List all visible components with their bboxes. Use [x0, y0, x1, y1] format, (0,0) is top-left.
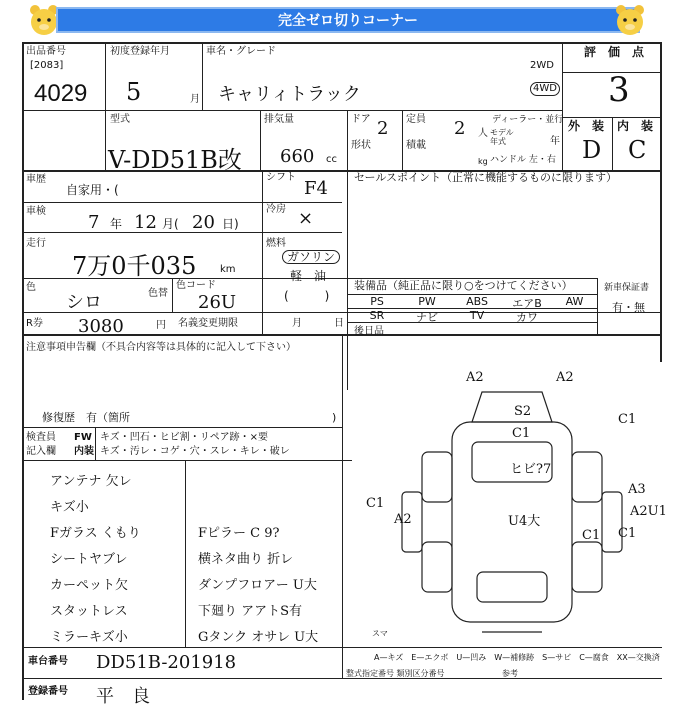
equip-airbag: エアB — [512, 297, 542, 310]
diag-mark-3: S2 — [514, 404, 532, 419]
fuel-diesel: 軽 油 — [290, 269, 327, 283]
inspection-day: 20 — [192, 212, 215, 233]
equip-pw: PW — [418, 295, 436, 308]
remarks-label: 注意事項申告欄（不具合内容等は具体的に記入して下さい） — [26, 342, 296, 353]
diag-mark-5: C1 — [618, 412, 637, 427]
mileage-label: 走行 — [26, 238, 46, 249]
diag-mark-7: ヒビ?7 — [510, 462, 552, 477]
repair-history: 修復歴 有（箇所 — [42, 411, 130, 424]
body-type-value: 自家用・( — [66, 183, 119, 197]
dealer-label: ディーラー・並行 — [492, 115, 564, 125]
colorcode-label: 色コード — [176, 280, 216, 291]
registration-year: 5 — [126, 78, 142, 106]
interior-grade: C — [628, 136, 647, 164]
colorcode-value: 26U — [198, 292, 237, 313]
chassis-label: 車台番号 — [28, 656, 68, 667]
notes-label: 記入欄 — [26, 446, 56, 457]
inspector-fw: FW — [74, 432, 92, 443]
capacity-value: 2 — [454, 118, 466, 139]
repair-close: ) — [332, 411, 337, 424]
new-car-warranty-value: 有・無 — [612, 301, 645, 314]
inspection-year-unit: 年 — [110, 217, 123, 231]
fuel-gas: ガソリン — [282, 250, 340, 264]
capacity-label: 定員 — [406, 114, 426, 125]
banner-title: 完全ゼロ切りコーナー — [56, 7, 640, 33]
registration-label: 初度登録年月 — [110, 46, 170, 57]
note-right-3: ダンプフロアー U大 — [198, 578, 317, 593]
inspection-month-unit: 月( — [162, 217, 179, 231]
shift-value: F4 — [304, 178, 328, 199]
note-left-2: キズ小 — [50, 500, 89, 515]
displacement-unit: cc — [326, 154, 337, 165]
displacement-value: 660 — [280, 146, 315, 167]
mascot-bear-icon — [612, 2, 648, 38]
grade-score: 3 — [608, 70, 630, 110]
load-label: 積載 — [406, 140, 426, 151]
interior-label: 内 装 — [617, 119, 654, 133]
note-left-4: シートヤブレ — [50, 552, 128, 567]
model-year-label: モデル年式 — [490, 128, 514, 146]
body-type-label: 車歴 — [26, 174, 46, 185]
equip-tv: TV — [469, 309, 485, 322]
diag-mark-10: A2 — [394, 512, 412, 527]
aircon-value: × — [298, 208, 314, 229]
capacity-unit: 人 — [478, 128, 488, 139]
notice-label: 名義変更期限 — [178, 318, 238, 329]
color-change-label: 色替 — [148, 288, 168, 299]
memo-label: 参考 — [502, 669, 518, 678]
equipment-label: 装備品（純正品に限り○をつけてください） — [354, 279, 573, 292]
registration-number-value: 平 良 — [96, 686, 150, 707]
equip-abs: ABS — [466, 295, 488, 308]
note-right-5: Gタンク オサレ U大 — [198, 630, 319, 645]
inspection-day-unit: 日) — [222, 217, 239, 231]
lot-number: 4029 — [34, 80, 88, 107]
registration-month: 月 — [190, 94, 200, 105]
color-value: シロ — [66, 292, 102, 313]
equip-leather: カワ — [516, 311, 538, 324]
model-year-unit: 年 — [550, 136, 560, 147]
diag-mark-12: C1 — [618, 526, 637, 541]
diag-mark-13: C1 — [582, 528, 601, 543]
doors-value: 2 — [377, 118, 389, 139]
fuel-other: ( ) — [284, 289, 330, 303]
mileage-value: 7万0千035 — [72, 252, 197, 280]
diag-mark-2: A2 — [556, 370, 574, 385]
exterior-grade: D — [582, 136, 602, 164]
fuel-label: 燃料 — [266, 238, 286, 249]
inspector-label: 検査員 — [26, 432, 56, 443]
shift-label: シフト — [266, 172, 296, 183]
name-label: 車名・グレード — [206, 46, 276, 57]
diag-mark-11: A2U1 — [630, 504, 667, 519]
note-right-2: 横ネタ曲り 折レ — [198, 552, 294, 567]
notes-marks: キズ・汚レ・コゲ・穴・スレ・キレ・破レ — [100, 446, 290, 457]
chassis-value: DD51B-201918 — [96, 652, 237, 673]
drive-4wd: 4WD — [530, 82, 560, 96]
prior-label: 整式指定番号 類別区分番号 — [346, 669, 445, 678]
note-left-5: カーペット欠 — [50, 578, 129, 593]
diag-mark-1: A2 — [466, 370, 484, 385]
new-car-warranty-label: 新車保証書 — [604, 283, 650, 293]
registration-number-label: 登録番号 — [28, 686, 68, 697]
notice-month: 月 — [292, 318, 302, 329]
note-right-1: Fピラー C 9? — [198, 526, 280, 541]
notes-interior: 内装 — [74, 446, 94, 457]
shape-label: 形状 — [351, 140, 371, 151]
color-label: 色 — [26, 282, 36, 293]
note-left-6: スタットレス — [50, 604, 128, 619]
doors-label: ドア — [351, 114, 371, 125]
recycle-value: 3080 — [78, 316, 124, 337]
drive-2wd: 2WD — [530, 60, 554, 71]
inspection-month: 12 — [134, 212, 157, 233]
equip-aw: AW — [565, 295, 584, 308]
diag-mark-8: A3 — [628, 482, 646, 497]
vehicle-name: キャリィトラック — [218, 84, 361, 105]
note-left-3: Fガラス くもり — [50, 526, 141, 541]
model-value: V-DD51B改 — [108, 146, 242, 174]
equip-ps: PS — [370, 295, 384, 308]
lot-label: 出品番号 — [26, 46, 66, 57]
back-seat-label: 後日品 — [354, 326, 384, 337]
inspection-label: 車検 — [26, 206, 46, 217]
mileage-unit: km — [220, 264, 236, 275]
legend: A—キズ E—エクボ U—凹み W—補修跡 S—サビ C—腐食 XX—交換済 — [374, 653, 660, 662]
model-label: 型式 — [110, 114, 130, 125]
lot-sub: [2083] — [30, 60, 64, 71]
inspector-marks: キズ・凹石・ヒビ割・リペア跡・×要 — [100, 432, 268, 443]
displacement-label: 排気量 — [264, 114, 294, 125]
diag-mark-4: C1 — [512, 426, 531, 441]
exterior-label: 外 装 — [568, 119, 605, 133]
notice-day: 日 — [334, 318, 344, 329]
equip-sr: SR — [369, 309, 385, 322]
diag-mark-9: U4大 — [508, 514, 541, 529]
note-right-4: 下廻り アアトS有 — [198, 604, 303, 619]
auction-sheet — [22, 42, 667, 707]
note-left-7: ミラーキズ小 — [50, 630, 128, 645]
handle-label: ハンドル 左・右 — [490, 155, 556, 165]
recycle-label: R券 — [26, 318, 43, 329]
inspection-year: 7 — [88, 212, 100, 233]
sales-point-label: セールスポイント（正常に機能するものに限ります） — [354, 171, 618, 184]
diag-mark-6: C1 — [366, 496, 385, 511]
aircon-label: 冷房 — [266, 204, 286, 215]
recycle-unit: 円 — [156, 320, 166, 331]
note-left-1: アンテナ 欠レ — [50, 474, 132, 489]
grade-label: 評 価 点 — [584, 45, 645, 59]
diag-mark-14: スマ — [372, 629, 388, 638]
equip-navi: ナビ — [416, 311, 438, 324]
vehicle-damage-diagram — [382, 372, 642, 642]
load-unit: kg — [478, 157, 488, 166]
